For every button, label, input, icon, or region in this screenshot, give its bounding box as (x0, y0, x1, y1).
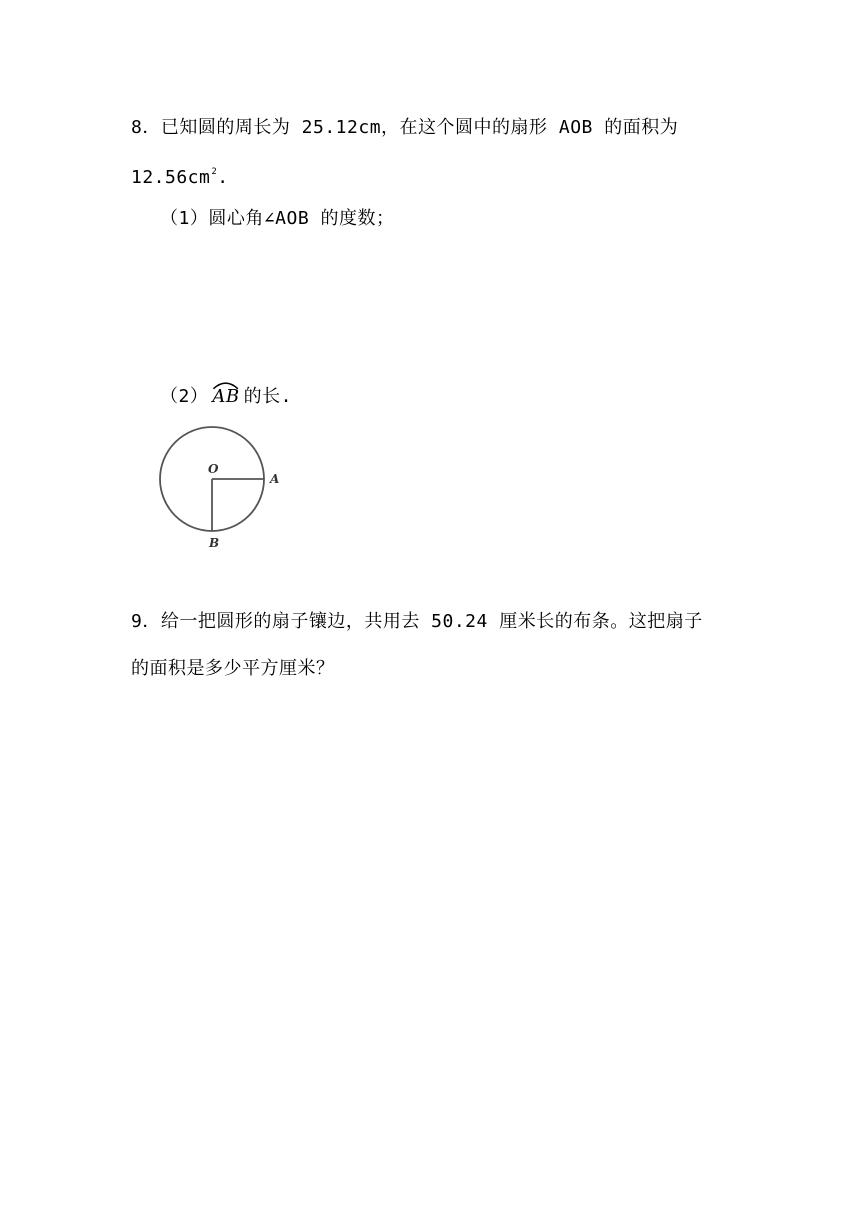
arc-symbol-icon (212, 380, 239, 390)
question-8-part-2 (160, 386, 292, 408)
arc-ab-text: AB (212, 386, 240, 407)
question-9-line-2: 的面积是多少平方厘米？ (131, 658, 335, 679)
question-8-line-2 (131, 161, 229, 189)
label-b: B (209, 536, 220, 550)
arc-ab-label (212, 386, 239, 408)
question-8-line-1: 8．已知圆的周长为 25.12cm，在这个圆中的扇形 AOB 的面积为 (131, 117, 679, 138)
part-2-suffix: 的长. (243, 386, 292, 407)
label-o: O (208, 462, 219, 476)
label-a: A (270, 472, 280, 486)
circle-sector-figure (158, 424, 288, 554)
line-end-punctuation: . (217, 167, 229, 188)
question-8-part-1: （1）圆心角∠AOB 的度数； (160, 208, 395, 229)
part-2-prefix: （2） (160, 386, 209, 407)
area-value: 12.56cm (131, 167, 211, 188)
area-unit-exponent: 2 (211, 167, 218, 177)
question-9-line-1: 9．给一把圆形的扇子镶边，共用去 50.24 厘米长的布条。这把扇子 (131, 611, 703, 632)
